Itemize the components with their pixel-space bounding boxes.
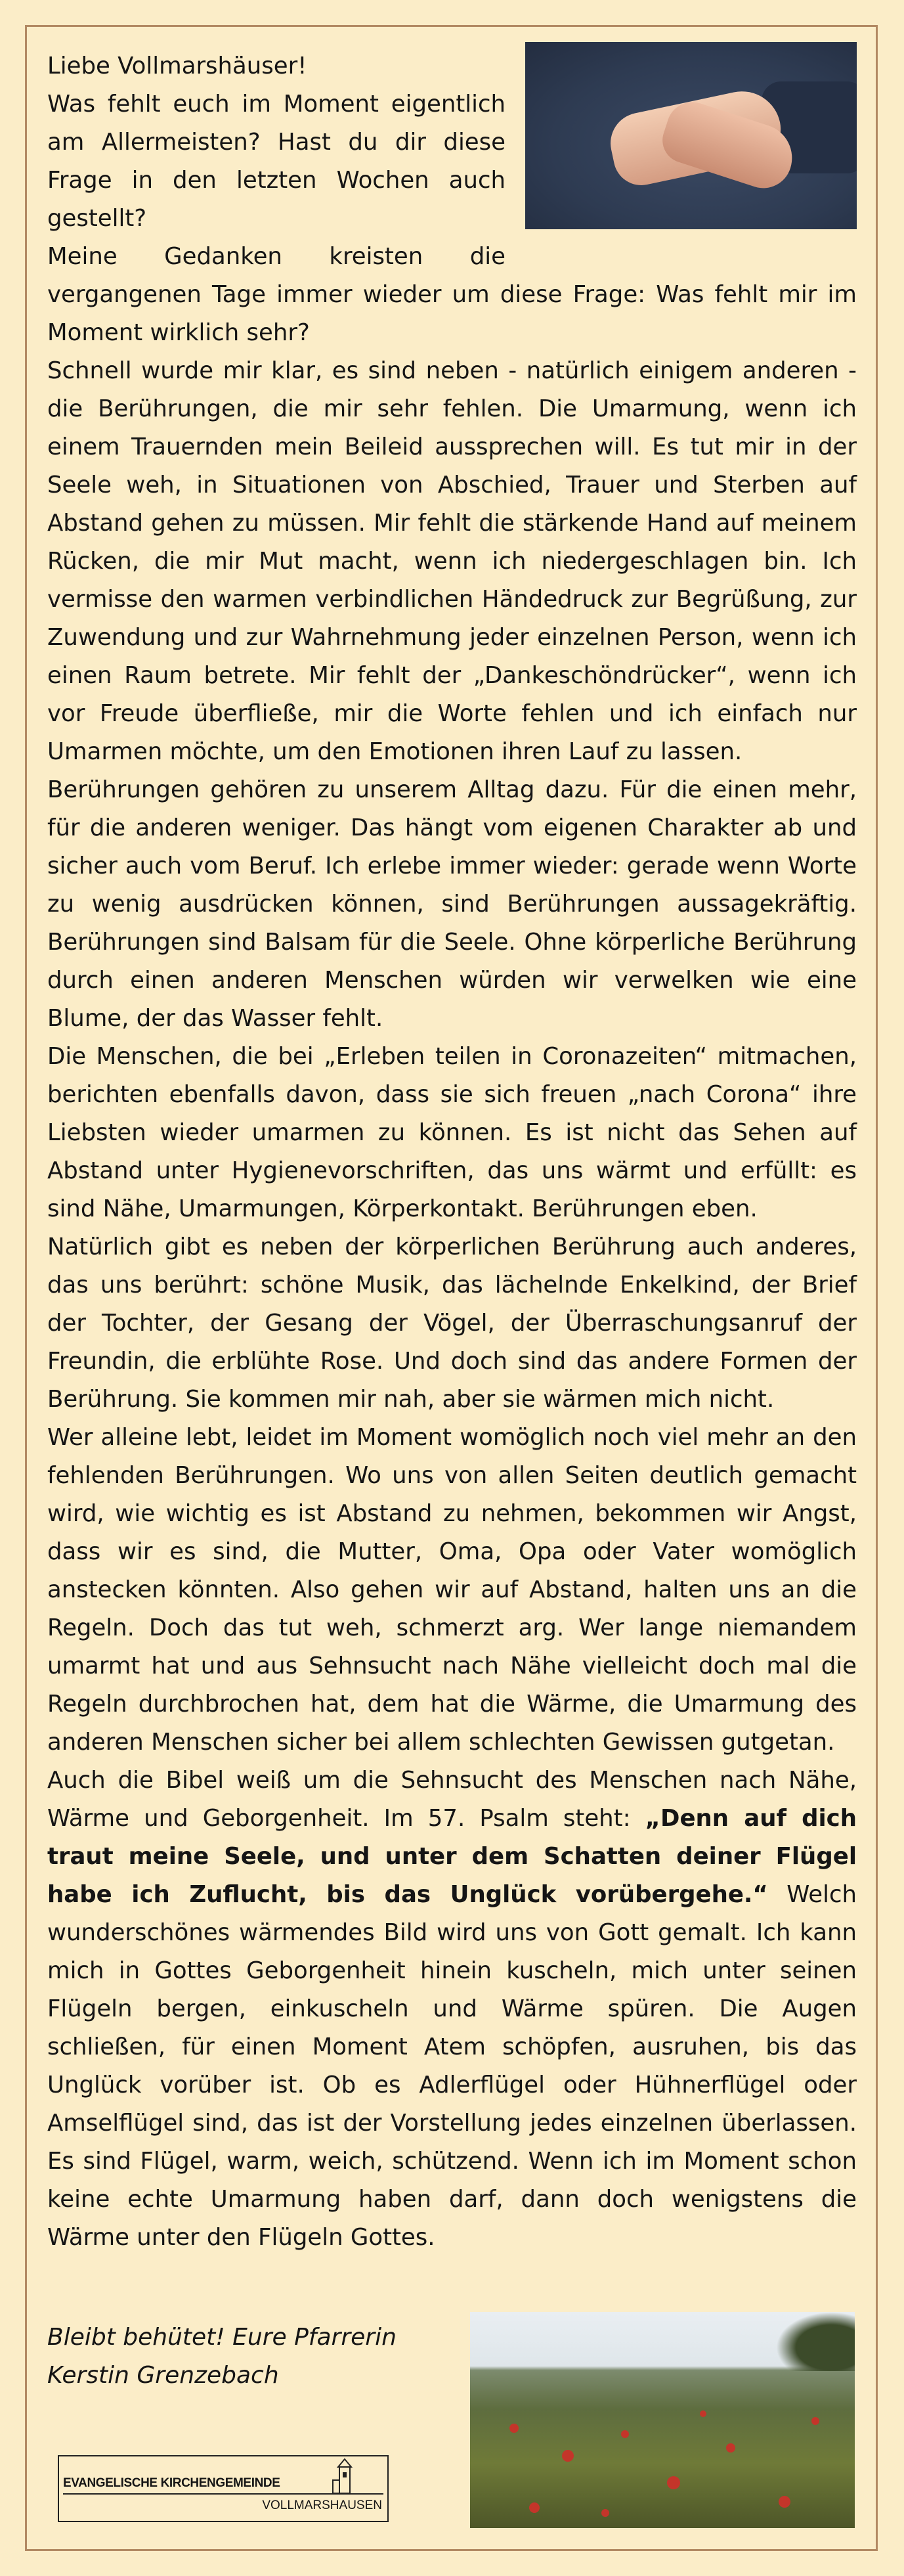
poppy [509, 2424, 519, 2433]
poppy [562, 2450, 574, 2462]
paragraph-4: Die Menschen, die bei „Erleben teilen in Coronazeiten“ mitmachen, berichten ebenfalls davon, dass sie sich freuen „nach Corona“ ihre Liebsten wieder umarmen zu können. Es ist nicht das Sehen auf Abstand unter Hygienevorschriften, das uns wärmt und erfüllt: es sind Nähe, Umarmungen, Körperkontakt. Berührungen eben. [47, 1043, 857, 1222]
closing-line: Bleibt behütet! Eure Pfarrerin [47, 2324, 397, 2351]
paragraph-6: Wer alleine lebt, leidet im Moment womöglich noch viel mehr an den fehlenden Berührungen. Wo uns von allen Seiten deutlich gemacht wird, wie wichtig es ist Abstand zu nehmen, bekommen wir Angst, dass wir es sind, die Mutter, Oma, Opa oder Vater womöglich anstecken könnten. Also gehen wir auf Abstand, halten uns an die Regeln. Doch das tut weh, schmerzt arg. Wer lange niemandem umarmt hat und aus Sehnsucht nach Nähe vielleicht doch mal die Regeln durchbrochen hat, dem hat die Wärme, die Umarmung des anderen Menschen sicher bei allem schlechten Gewissen gutgetan. [47, 1424, 857, 1756]
paragraph-7-start: Auch die Bibel weiß um die Sehnsucht des Menschen nach Nähe, Wärme und Geborgenheit. Im 57. Psalm steht: [47, 1767, 857, 1832]
hands-photo [525, 42, 857, 229]
poppy [726, 2443, 735, 2453]
paragraph-7 [47, 1762, 857, 2257]
logo-top-text: EVANGELISCHE KIRCHENGEMEINDE [63, 2476, 383, 2495]
logo-bottom-text: VOLLMARSHAUSEN [262, 2498, 382, 2512]
signature-block [47, 2319, 397, 2395]
poppy [529, 2502, 540, 2513]
author-name: Kerstin Grenzebach [47, 2362, 279, 2389]
poppy [667, 2476, 680, 2489]
greeting: Liebe Vollmarshäuser! [47, 53, 307, 79]
intro-question: Was fehlt euch im Moment eigentlich am Allermeisten? Hast du dir diese Frage in den letzten Wochen auch gestellt? [47, 91, 506, 232]
church-logo [58, 2455, 389, 2522]
paragraph-3: Berührungen gehören zu unserem Alltag dazu. Für die einen mehr, für die anderen weniger. Das hängt vom eigenen Charakter ab und sicher auch vom Beruf. Ich erlebe immer wieder: gerade wenn Worte zu wenig ausdrücken können, sind Berührungen aussagekräftig. Berührungen sind Balsam für die Seele. Ohne körperliche Berührung durch einen anderen Menschen würden wir verwelken wie eine Blume, der das Wasser fehlt. [47, 776, 857, 1032]
tree-line [776, 2312, 855, 2371]
poppy [621, 2430, 629, 2438]
poppy [779, 2496, 790, 2508]
poppy [700, 2410, 706, 2417]
poppy [601, 2509, 609, 2517]
poppy [811, 2417, 819, 2425]
paragraph-2: Schnell wurde mir klar, es sind neben - natürlich einigem anderen - die Berührungen, die mir sehr fehlen. Die Umarmung, wenn ich einem Trauernden mein Beileid aussprechen will. Es tut mir in der Seele weh, in Situationen von Abschied, Trauer und Sterben auf Abstand gehen zu müssen. Mir fehlt die stärkende Hand auf meinem Rücken, die mir Mut macht, wenn ich niedergeschlagen bin. Ich vermisse den warmen verbindlichen Händedruck zur Begrüßung, zur Zuwendung und zur Wahrnehmung jeder einzelnen Person, wenn ich einen Raum betrete. Mir fehlt der „Dankeschöndrücker“, wenn ich vor Freude überfließe, mir die Worte fehlen und ich einfach nur Umarmen möchte, um den Emotionen ihren Lauf zu lassen. [47, 357, 857, 765]
paragraph-7-end: Welch wunderschönes wärmendes Bild wird uns von Gott gemalt. Ich kann mich in Gottes Geborgenheit hinein kuscheln, mich unter seinen Flügeln bergen, einkuscheln und Wärme spüren. Die Augen schließen, für einen Moment Atem schöpfen, ausruhen, bis das Unglück vorüber ist. Ob es Adlerflügel oder Hühnerflügel oder Amselflügel sind, das ist der Vorstellung jedes einzelnen überlassen. Es sind Flügel, warm, weich, schützend. Wenn ich im Moment schon keine echte Umarmung haben darf, dann doch wenigstens die Wärme unter den Flügeln Gottes. [47, 1881, 857, 2251]
paragraph-5: Natürlich gibt es neben der körperlichen Berührung auch anderes, das uns berührt: schöne Musik, das lächelnde Enkelkind, der Brief der Tochter, der Gesang der Vögel, der Überraschungsanruf der Freundin, die erblühte Rose. Und doch sind das andere Formen der Berührung. Sie kommen mir nah, aber sie wärmen mich nicht. [47, 1233, 857, 1413]
letter-body [47, 47, 857, 2257]
meadow-photo [470, 2312, 855, 2528]
psalm-quote: „Denn auf dich traut meine Seele, und unter dem Schatten deiner Flügel habe ich Zuflucht, bis das Unglück vorübergehe.“ [47, 1805, 857, 1908]
paragraph-1: Meine Gedanken kreisten die vergangenen Tage immer wieder um diese Frage: Was fehlt mir im Moment wirklich sehr? [47, 243, 857, 346]
